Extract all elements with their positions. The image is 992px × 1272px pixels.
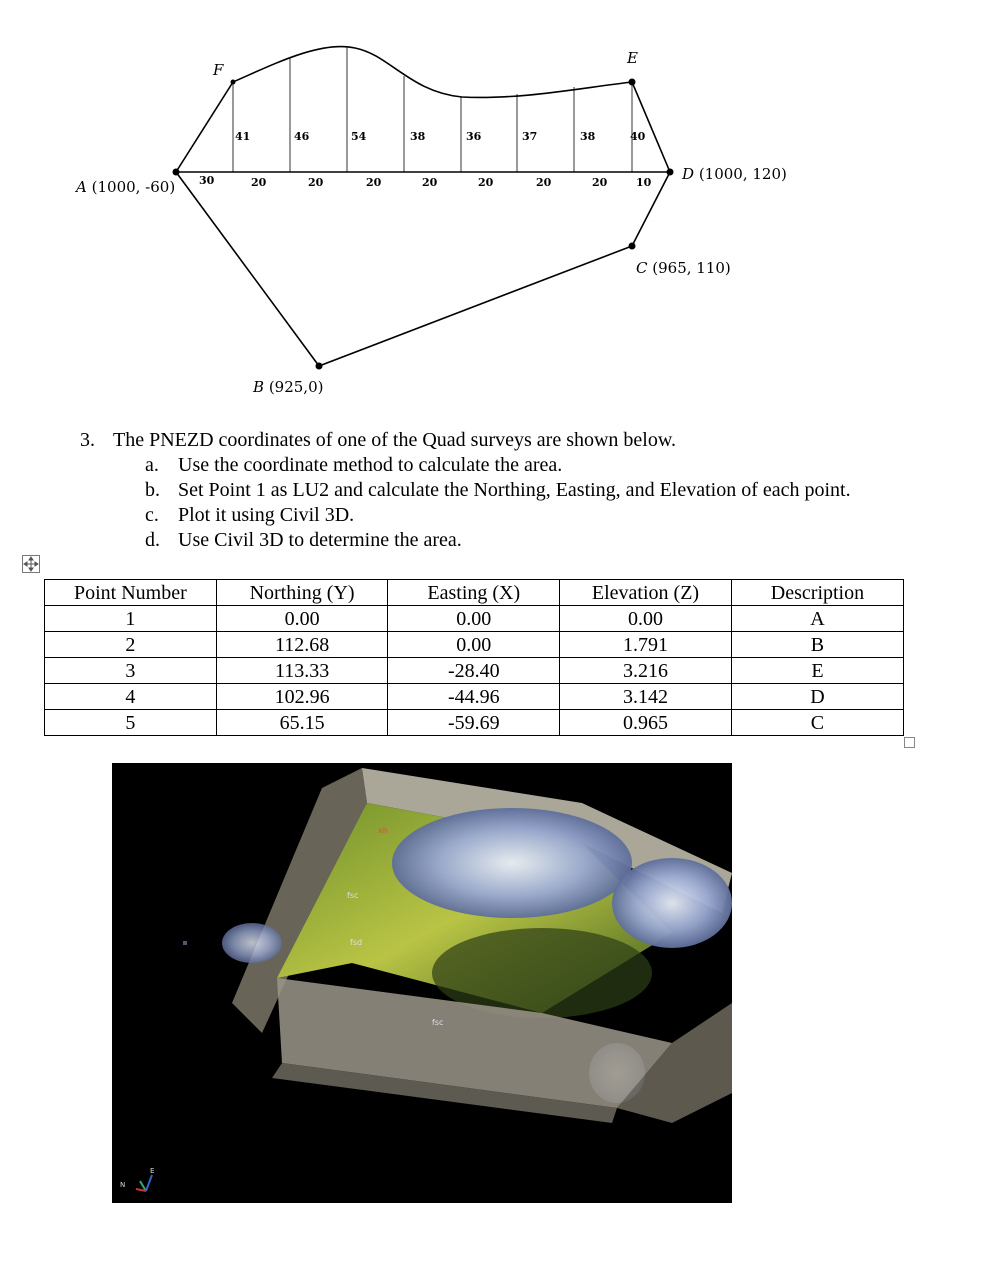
spacing-label: 20: [536, 176, 552, 189]
table-cell: -59.69: [388, 710, 560, 736]
table-cell: 0.00: [216, 606, 388, 632]
table-cell: D: [731, 684, 903, 710]
table-row: [45, 710, 904, 736]
header-point-number: Point Number: [45, 580, 217, 606]
point-f-marker: [231, 80, 236, 85]
table-cell: B: [731, 632, 903, 658]
table-cell: A: [731, 606, 903, 632]
item-letter: c.: [145, 504, 159, 526]
item-text: Use Civil 3D to determine the area.: [178, 529, 462, 551]
table-cell: 112.68: [216, 632, 388, 658]
offset-label: 41: [235, 130, 251, 143]
point-cloud-scan-image: [112, 763, 732, 1203]
point-b-label: B (925,0): [253, 378, 324, 396]
offset-label: 46: [294, 130, 310, 143]
spacing-label: 20: [478, 176, 494, 189]
table-cell: 65.15: [216, 710, 388, 736]
traverse-a-b-c-d: [176, 172, 670, 366]
header-description: Description: [731, 580, 903, 606]
table-row: [45, 658, 904, 684]
pnezd-table: [44, 579, 904, 736]
axis-label: N: [120, 1181, 126, 1189]
item-letter: a.: [145, 454, 159, 476]
point-c-label: C (965, 110): [636, 259, 731, 277]
table-cell: 5: [45, 710, 217, 736]
spacing-label: 20: [366, 176, 382, 189]
point-c-marker: [629, 243, 636, 250]
scan-label: fsc: [432, 1018, 444, 1027]
question-block: [80, 428, 920, 553]
table-row: [45, 606, 904, 632]
item-letter: b.: [145, 479, 160, 501]
table-cell: 0.965: [560, 710, 732, 736]
question-item: [145, 478, 920, 503]
boundary-lines: [176, 47, 670, 366]
scan-label: xh: [378, 826, 388, 835]
table-cell: C: [731, 710, 903, 736]
spacing-label: 20: [308, 176, 324, 189]
table-cell: -28.40: [388, 658, 560, 684]
point-a-marker: [173, 169, 180, 176]
curve-f-e: [233, 47, 632, 98]
table-cell: 0.00: [388, 632, 560, 658]
item-letter: d.: [145, 529, 160, 551]
item-text: Set Point 1 as LU2 and calculate the Northing, Easting, and Elevation of each point.: [178, 479, 851, 501]
spacing-label: 20: [251, 176, 267, 189]
point-d-label: D (1000, 120): [682, 165, 787, 183]
question-number: 3.: [80, 429, 95, 451]
offset-lines: [233, 47, 632, 172]
point-e-label: E: [627, 49, 638, 67]
offset-label: 38: [580, 130, 596, 143]
table-resize-handle[interactable]: [904, 737, 915, 748]
axis-label: E: [150, 1167, 155, 1175]
point-d-marker: [667, 169, 674, 176]
scan-label: fsc: [347, 891, 359, 900]
offset-label: 36: [466, 130, 482, 143]
spacing-label: 10: [636, 176, 652, 189]
offset-label: 40: [630, 130, 646, 143]
spacing-labels: [199, 174, 652, 189]
offset-label: 37: [522, 130, 538, 143]
item-text: Use the coordinate method to calculate the area.: [178, 454, 563, 476]
offset-label: 54: [351, 130, 367, 143]
question-text: The PNEZD coordinates of one of the Quad surveys are shown below.: [113, 429, 676, 451]
table-move-handle[interactable]: [22, 555, 40, 573]
table-row: [45, 684, 904, 710]
line-a-f: [176, 82, 233, 172]
item-text: Plot it using Civil 3D.: [178, 504, 355, 526]
question-main: [80, 428, 920, 453]
table-cell: 3: [45, 658, 217, 684]
table-cell: 0.00: [560, 606, 732, 632]
point-b-marker: [316, 363, 323, 370]
table-cell: 1.791: [560, 632, 732, 658]
point-e-marker: [629, 79, 636, 86]
tree-canopy: [392, 808, 632, 918]
table-cell: -44.96: [388, 684, 560, 710]
table-cell: 3.142: [560, 684, 732, 710]
table-row: [45, 632, 904, 658]
offset-label: 38: [410, 130, 426, 143]
table-cell: 2: [45, 632, 217, 658]
header-easting: Easting (X): [388, 580, 560, 606]
move-arrows-icon: [23, 556, 39, 572]
table-cell: 0.00: [388, 606, 560, 632]
table-cell: 3.216: [560, 658, 732, 684]
spacing-label: 30: [199, 174, 215, 187]
question-item: [145, 453, 920, 478]
table-cell: 113.33: [216, 658, 388, 684]
offset-labels: [235, 130, 646, 143]
table-header-row: [45, 580, 904, 606]
header-northing: Northing (Y): [216, 580, 388, 606]
spacing-label: 20: [592, 176, 608, 189]
table-cell: 4: [45, 684, 217, 710]
point-a-label: A (1000, -60): [76, 178, 176, 196]
tree-canopy: [612, 858, 732, 948]
question-items: [80, 453, 920, 553]
spacing-label: 20: [422, 176, 438, 189]
question-item: [145, 528, 920, 553]
point-f-label: F: [213, 61, 224, 79]
table-cell: 102.96: [216, 684, 388, 710]
scan-label: fsd: [350, 938, 363, 947]
survey-diagram: [0, 0, 992, 420]
tree-canopy: [222, 923, 282, 963]
table-cell: 1: [45, 606, 217, 632]
table-cell: E: [731, 658, 903, 684]
question-item: [145, 503, 920, 528]
line-e-d: [632, 82, 670, 172]
header-elevation: Elevation (Z): [560, 580, 732, 606]
